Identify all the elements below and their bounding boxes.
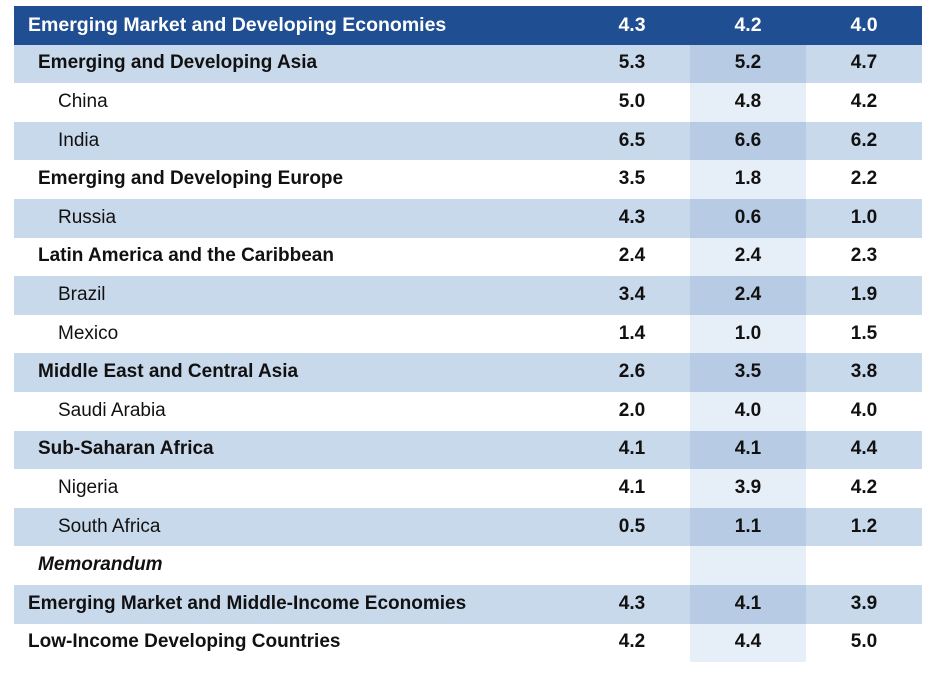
row-value-2: 5.2 [690,45,806,84]
row-value-3: 6.2 [806,122,922,161]
row-value-3: 4.4 [806,431,922,470]
table-row [14,392,922,431]
row-value-2: 4.1 [690,585,806,624]
table-row [14,238,922,277]
row-label: Middle East and Central Asia [14,353,574,392]
table-row [14,508,922,547]
table-row [14,199,922,238]
row-value-2: 6.6 [690,122,806,161]
row-value-2: 1.1 [690,508,806,547]
row-label: Saudi Arabia [14,392,574,431]
row-label: South Africa [14,508,574,547]
table-row [14,315,922,354]
row-label: Sub-Saharan Africa [14,431,574,470]
table-row [14,353,922,392]
row-value-3: 5.0 [806,624,922,663]
table-row [14,469,922,508]
row-label: Emerging and Developing Asia [14,45,574,84]
row-value-1: 0.5 [574,508,690,547]
row-label: Emerging Market and Developing Economies [14,6,574,45]
row-value-1 [574,546,690,585]
row-value-1: 2.0 [574,392,690,431]
row-value-2: 2.4 [690,238,806,277]
row-value-3: 4.2 [806,469,922,508]
row-value-2: 2.4 [690,276,806,315]
table-row [14,276,922,315]
row-value-1: 4.3 [574,199,690,238]
row-value-2: 4.8 [690,83,806,122]
row-value-3: 3.9 [806,585,922,624]
row-value-3: 4.2 [806,83,922,122]
row-label: Nigeria [14,469,574,508]
row-value-2: 3.9 [690,469,806,508]
row-value-1: 3.5 [574,160,690,199]
row-label: Low-Income Developing Countries [14,624,574,663]
row-value-2: 1.8 [690,160,806,199]
table-row [14,83,922,122]
row-label: Memorandum [14,546,574,585]
row-value-3: 1.0 [806,199,922,238]
row-value-1: 1.4 [574,315,690,354]
row-value-3: 2.2 [806,160,922,199]
table-row [14,624,922,663]
economic-projections-table [14,6,922,662]
row-value-3 [806,546,922,585]
row-value-2: 4.2 [690,6,806,45]
row-value-1: 5.3 [574,45,690,84]
row-label: Mexico [14,315,574,354]
row-label: Emerging and Developing Europe [14,160,574,199]
row-value-3: 4.0 [806,392,922,431]
row-value-1: 5.0 [574,83,690,122]
row-value-3: 1.5 [806,315,922,354]
row-value-3: 3.8 [806,353,922,392]
row-label: Brazil [14,276,574,315]
table-row [14,45,922,84]
row-label: Emerging Market and Middle-Income Economies [14,585,574,624]
row-value-2: 0.6 [690,199,806,238]
row-value-3: 4.0 [806,6,922,45]
row-value-2: 1.0 [690,315,806,354]
row-value-1: 2.6 [574,353,690,392]
row-label: India [14,122,574,161]
table-row [14,122,922,161]
row-label: Russia [14,199,574,238]
row-value-1: 2.4 [574,238,690,277]
row-value-1: 4.2 [574,624,690,663]
row-value-3: 4.7 [806,45,922,84]
table-row [14,6,922,45]
row-value-1: 6.5 [574,122,690,161]
row-label: China [14,83,574,122]
row-value-2: 4.0 [690,392,806,431]
row-label: Latin America and the Caribbean [14,238,574,277]
row-value-3: 1.9 [806,276,922,315]
row-value-2 [690,546,806,585]
row-value-1: 4.1 [574,431,690,470]
row-value-1: 4.3 [574,6,690,45]
table-row [14,160,922,199]
row-value-2: 4.1 [690,431,806,470]
row-value-2: 4.4 [690,624,806,663]
row-value-2: 3.5 [690,353,806,392]
row-value-3: 2.3 [806,238,922,277]
table-body [14,6,922,662]
row-value-3: 1.2 [806,508,922,547]
row-value-1: 3.4 [574,276,690,315]
table-row [14,546,922,585]
row-value-1: 4.3 [574,585,690,624]
table-row [14,585,922,624]
row-value-1: 4.1 [574,469,690,508]
table-row [14,431,922,470]
